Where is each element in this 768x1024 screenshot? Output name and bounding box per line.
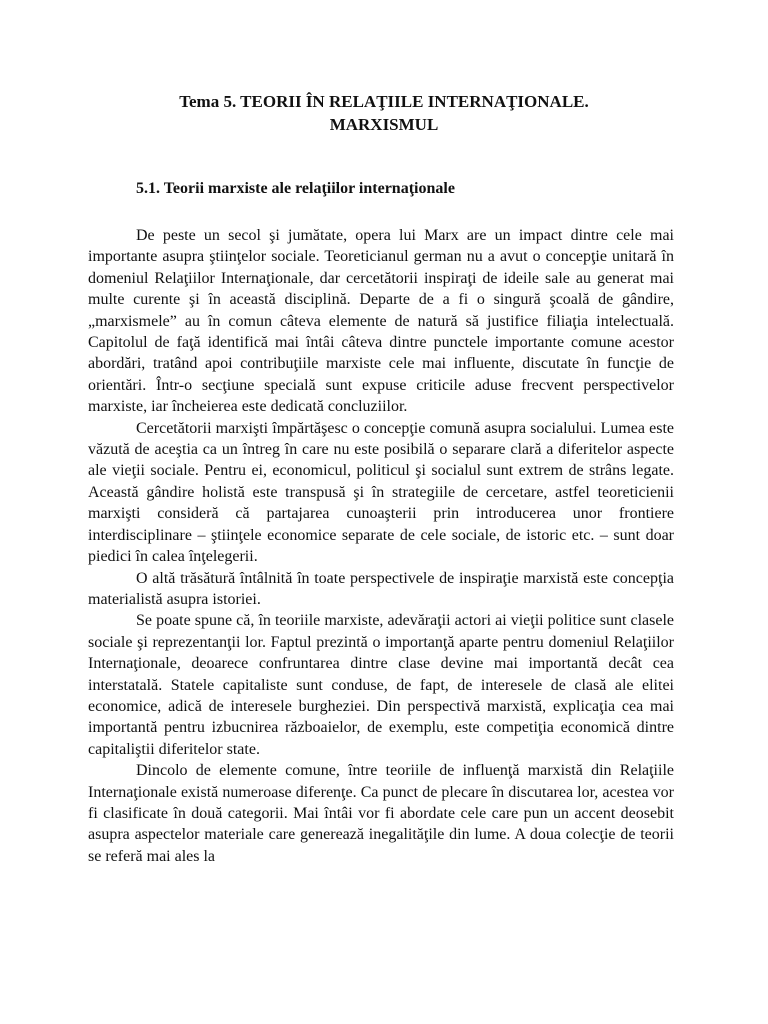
chapter-title-line-1: Tema 5. TEORII ÎN RELAŢIILE INTERNAŢIONALE. xyxy=(179,92,589,111)
paragraph: Dincolo de elemente comune, între teoriile de influenţă marxistă din Relaţiile Internaţionale există numeroase diferenţe. Ca punct de plecare în discutarea lor, acestea vor fi clasificate în două categorii. Mai întâi vor fi abordate cele care pun un accent deosebit asupra aspectelor materiale care generează inegalităţile din lume. A doua colecţie de teorii se referă mai ales la xyxy=(88,762,674,865)
chapter-title-line-2: MARXISMUL xyxy=(329,115,439,134)
paragraph: Cercetătorii marxişti împărtăşesc o concepţie comună asupra socialului. Lumea este văzută de aceştia ca un întreg în care nu este posibilă o separare clară a diferitelor aspecte ale vieţii sociale. Pentru ei, economicul, politicul şi socialul sunt extrem de strâns legate. Această gândire holistă este transpusă şi în strategiile de cercetare, astfel teoreticienii marxişti consideră că partajarea cunoaşterii prin introducerea unor frontiere interdisciplinare – ştiinţele economice separate de cele sociale, de istoric etc. – sunt doar piedici în calea înţelegerii. xyxy=(88,419,674,566)
paragraph: Se poate spune că, în teoriile marxiste, adevăraţii actori ai vieţii politice sunt clasele sociale şi reprezentanţii lor. Faptul prezintă o importanţă aparte pentru domeniul Relaţiilor Internaţionale, deoarece confruntarea dintre clase devine mai importantă decât cea interstatală. Statele capitaliste sunt conduse, de fapt, de interesele de clasă ale elitei economice, adică de interesele burgheziei. Din perspectivă marxistă, explicaţia cea mai importantă pentru izbucnirea războaielor, de exemplu, este competiţia economică dintre capitaliştii diferitelor state. xyxy=(88,612,674,758)
paragraph: De peste un secol şi jumătate, opera lui Marx are un impact dintre cele mai importante asupra ştiinţelor sociale. Teoreticianul german nu a avut o concepţie unitară în domeniul Relaţiilor Internaţionale, dar cercetătorii inspiraţi de ideile sale au generat mai multe curente şi în această disciplină. Departe de a fi o singură şcoală de gândire, „marxismele” au în comun câteva elemente de natură să justifice filiaţia intelectuală. Capitolul de faţă identifică mai întâi câteva dintre punctele importante comune acestor abordări, tratând apoi contribuţiile marxiste cele mai influente, discutate în funcţie de orientări. Într-o secţiune specială sunt expuse criticile aduse frecvent perspectivelor marxiste, iar încheierea este dedicată concluziilor. xyxy=(88,227,674,416)
chapter-title xyxy=(88,90,680,136)
paragraph: O altă trăsătură întâlnită în toate perspectivele de inspiraţie marxistă este concepţia materialistă asupra istoriei. xyxy=(88,569,674,608)
body-text xyxy=(88,225,674,867)
section-heading: 5.1. Teorii marxiste ale relaţiilor internaţionale xyxy=(136,180,455,197)
